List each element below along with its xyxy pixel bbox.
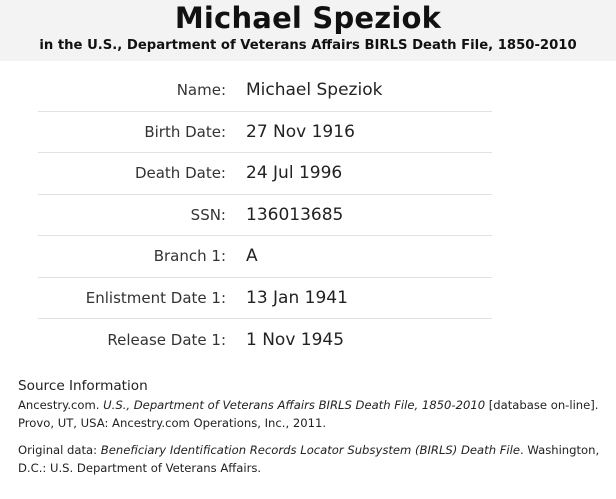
record-row-enlistment-date — [38, 278, 492, 320]
record-row-branch — [38, 236, 492, 278]
field-label: Enlistment Date 1: — [85, 288, 226, 307]
source-citation — [18, 396, 608, 432]
field-label: Name: — [176, 81, 226, 100]
page-header — [0, 0, 616, 61]
field-value: 136013685 — [246, 204, 344, 225]
record-row-release-date — [38, 319, 492, 361]
field-value: 1 Nov 1945 — [246, 329, 345, 350]
page-title: Michael Speziok — [174, 1, 442, 35]
original-prefix: Original data: — [18, 443, 101, 457]
field-value: 13 Jan 1941 — [246, 287, 348, 308]
field-value: Michael Speziok — [246, 80, 383, 101]
field-label: SSN: — [190, 205, 226, 224]
field-label: Branch 1: — [153, 247, 226, 266]
citation-title: U.S., Department of Veterans Affairs BIRLS Death File, 1850-2010 — [103, 398, 486, 412]
field-value: A — [246, 246, 258, 267]
record-row-death-date — [38, 153, 492, 195]
source-heading: Source Information — [18, 378, 148, 394]
original-title: Beneficiary Identification Records Locator Subsystem (BIRLS) Death File — [100, 443, 520, 457]
original-data-citation — [18, 441, 608, 477]
field-label: Death Date: — [134, 164, 226, 183]
source-information — [18, 377, 608, 486]
original-suffix: . Washington, D.C.: U.S. Department of Veterans Affairs. — [18, 443, 600, 475]
record-row-name — [38, 70, 492, 112]
field-value: 27 Nov 1916 — [246, 121, 355, 142]
field-label: Release Date 1: — [107, 330, 226, 349]
record-row-birth-date — [38, 112, 492, 154]
field-label: Birth Date: — [144, 122, 226, 141]
field-value: 24 Jul 1996 — [246, 163, 343, 184]
citation-prefix: Ancestry.com. — [18, 398, 104, 412]
record-row-ssn — [38, 195, 492, 237]
collection-subtitle: in the U.S., Department of Veterans Affairs BIRLS Death File, 1850-2010 — [39, 38, 577, 53]
record-details-table — [38, 70, 492, 361]
citation-suffix: [database on-line]. Provo, UT, USA: Ancestry.com Operations, Inc., 2011. — [18, 398, 599, 430]
